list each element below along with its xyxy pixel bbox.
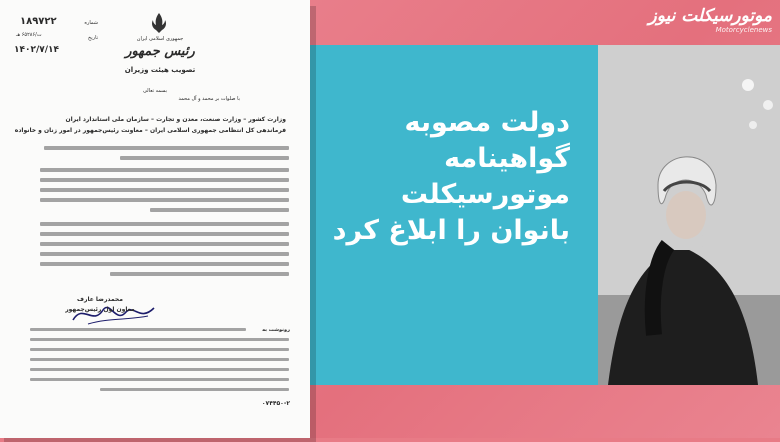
copy-text-line	[100, 388, 289, 391]
body-text-line	[150, 208, 289, 212]
logo-text: موتورسیکلت نیوز	[648, 6, 772, 26]
body-text-line	[40, 222, 289, 226]
body-text-line	[110, 272, 289, 276]
copy-text-line	[30, 328, 246, 331]
footer-code: ۰۷۴۴۵۰-۲	[261, 400, 290, 407]
government-decree-document	[0, 0, 310, 438]
date-label: تاریخ	[88, 35, 98, 41]
headline-line-4: بانوان را ابلاغ کرد	[332, 215, 570, 246]
copy-text-line	[30, 338, 289, 341]
headline-line-3: موتورسیکلت	[400, 179, 570, 210]
signer-name: محمدرضا عارف	[77, 296, 123, 303]
copy-text-line	[30, 358, 289, 361]
body-text-line	[40, 242, 289, 246]
body-text-line	[40, 168, 289, 172]
site-logo[interactable]	[622, 6, 772, 38]
body-text-line	[40, 178, 289, 182]
body-text-line	[40, 262, 289, 266]
invocation: بسمه تعالی	[142, 88, 168, 94]
rider-photo	[598, 45, 780, 385]
recipients-line-2: فرماندهی کل انتظامی جمهوری اسلامی ایران – معاونت رئیس‌جمهور در امور زنان و خانواده	[14, 127, 286, 134]
number-label: شماره	[84, 20, 98, 26]
headline	[310, 105, 570, 249]
letterhead-title: رئیس جمهور	[125, 44, 195, 59]
signer-title: معاون اول رئیس‌جمهور	[65, 306, 135, 313]
body-text-line	[120, 156, 289, 160]
letterhead-top: جمهوری اسلامی ایران	[136, 36, 184, 42]
copy-header: رونوشت به	[262, 327, 290, 333]
body-text-line	[40, 252, 289, 256]
body-text-line	[40, 198, 289, 202]
number-suffix: ت/۶۵۲۸۶ هـ	[16, 32, 42, 38]
letterhead-sub: تصویب هیئت وزیران	[124, 66, 196, 74]
body-text-line	[40, 232, 289, 236]
date-value: ۱۴۰۲/۷/۱۴	[14, 45, 60, 55]
headline-line-1: دولت مصوبه	[404, 107, 570, 138]
body-text-line	[44, 146, 289, 150]
salutation: با صلوات بر محمد و آل محمد	[178, 96, 240, 102]
copy-text-line	[30, 378, 289, 381]
recipients-line-1: وزارت کشور – وزارت صنعت، معدن و تجارت – سازمان ملی استاندارد ایران	[65, 116, 286, 123]
copy-text-line	[30, 348, 289, 351]
headline-line-2: گواهینامه	[444, 143, 570, 174]
logo-subtext: Motorcyclenews	[715, 26, 772, 34]
copy-text-line	[30, 368, 289, 371]
number-value: ۱۸۹۷۲۲	[20, 16, 57, 27]
iran-emblem-icon	[150, 12, 168, 34]
body-text-line	[40, 188, 289, 192]
rider-photo-illustration	[598, 45, 780, 385]
